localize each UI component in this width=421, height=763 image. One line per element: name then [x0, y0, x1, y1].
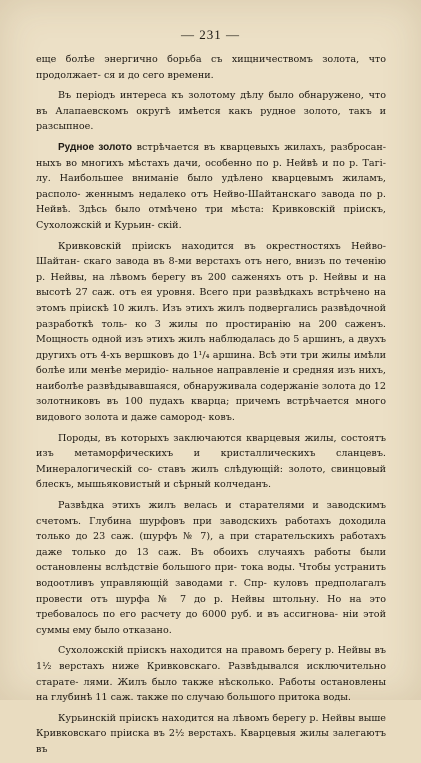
paragraph	[36, 643, 386, 705]
text-line: Глубина шурфовъ при заводскихъ работахъ доходила только до 23 саж.	[36, 515, 386, 543]
text-line: отъ ея уровня. Всего при развѣдкахъ встрѣчено на этомъ пріискѣ	[36, 287, 386, 314]
body-text	[36, 52, 386, 763]
paragraph	[36, 140, 386, 234]
text-line: 1½ верстахъ ниже Кривковскаго. Развѣдывался исключительно старате-	[36, 660, 386, 688]
text-line: Въ періодъ интереса къ золотому дѣлу было обнаружено, что въ	[36, 90, 386, 117]
text-line: сѣрный колчеданъ.	[173, 479, 272, 491]
text-line: ніи этой суммы ему было отказано.	[36, 609, 386, 636]
paragraph	[36, 239, 386, 426]
text-line: на лѣвомъ берегу въ 200 саженяхъ отъ р. Нейвы и на высотѣ 27 саж.	[36, 271, 386, 299]
text-line: жилъ наблюдалась до 5 аршинъ, а двухъ другихъ отъ 4-хъ вершковъ	[36, 334, 386, 361]
text-line: скаго завода въ 8-ми верстахъ отъ него, внизъ по теченію р. Нейвы,	[36, 256, 386, 283]
paragraph	[36, 431, 386, 493]
text-line: ко 3 жилы по простиранію на 200 саженъ. Мощность одной изъ этихъ	[36, 318, 386, 346]
text-line: ныхъ во многихъ мѣстахъ дачи, особенно по р. Нейвѣ и по р. Тагі-	[36, 157, 386, 169]
text-line: лу. Наибольшее вниманіе было удѣлено кварцевымъ жиламъ, располо-	[36, 173, 386, 200]
text-line: ся и до сего времени.	[103, 69, 214, 81]
text-line: еще болѣе энергично борьба съ хищничествомъ золота, что продолжает-	[36, 54, 386, 81]
paragraph-continuation	[36, 52, 386, 83]
text-line: Но на это требовалось по его расчету до 6000 руб. и въ ассигнова-	[36, 593, 386, 621]
paragraph	[36, 498, 386, 638]
text-line: Сухоложскій пріискъ находится на правомъ берегу р. Нейвы въ	[58, 645, 386, 657]
text-line: до 1¹/₄ аршина. Всѣ эти три жилы имѣли болѣе или менѣе меридіо-	[36, 349, 386, 377]
text-line: встрѣчается въ кварцевыхъ жилахъ, разбросан-	[131, 141, 386, 153]
text-line: Породы, въ которыхъ заключаются кварцевыя жилы, состоятъ изъ	[36, 432, 386, 460]
section-lead-term: Рудное золото	[58, 141, 132, 153]
text-line: тока воды. Чтобы устранить водоотливъ управляющій заводами г. Спр-	[36, 562, 386, 589]
text-line: Курьинскій пріискъ находится на лѣвомъ берегу р. Нейвы выше	[58, 712, 386, 724]
text-line: 10 жилъ. Изъ этихъ жилъ подвергались развѣдочной разработкѣ толь-	[36, 302, 386, 330]
text-line: лями. Жилъ было также нѣсколько. Работы остановлены на глубинѣ	[36, 676, 386, 704]
text-line: Кривковскаго пріиска въ 2½ верстахъ. Кварцевыя жилы залегаютъ въ	[36, 728, 386, 755]
text-line: скій.	[157, 219, 182, 231]
text-line: Кривковскій пріискъ находится въ окрестностяхъ Нейво-Шайтан-	[36, 240, 386, 268]
text-line: ставъ жилъ слѣдующій: золото, свинцовый блескъ, мышьяковистый и	[36, 463, 386, 491]
text-line: Въ обоихъ случаяхъ работы были остановлены вслѣдствіе большого при-	[36, 546, 386, 574]
text-line: было отмѣчено три мѣста: Кривковскій пріискъ, Сухоложскій и Курьин-	[36, 204, 386, 231]
text-line: женнымъ недалеко отъ Нейво-Шайтанскаго завода по р. Нейвѣ. Здѣсь	[36, 188, 386, 216]
text-line: нальное направленіе и средняя изъ нихъ, наиболѣе развѣдывавшаяся,	[36, 365, 386, 392]
text-line: 11 саж. также по случаю большого притока воды.	[95, 692, 351, 704]
paragraph	[36, 88, 386, 135]
paragraph	[36, 711, 386, 758]
text-line: Алапаевскомъ округѣ имѣется какъ рудное золото, такъ и разсыпное.	[36, 105, 386, 133]
text-line: метаморфическихъ и кристаллическихъ сланцевъ. Минералогическій со-	[36, 448, 386, 475]
page-number: — 231 —	[181, 27, 240, 42]
text-line: Развѣдка этихъ жилъ велась и старателями и заводскимъ счетомъ.	[36, 500, 386, 527]
text-line: ковъ.	[208, 412, 235, 424]
text-line: куловъ предполагалъ провести отъ шурфа № 7 до р. Нейвы штольну.	[36, 578, 386, 605]
text-line: кварца; причемъ встрѣчается много видового золота и даже самород-	[36, 396, 386, 424]
text-line: обнаруживала содержаніе золота до 12 золотниковъ въ 100 пудахъ	[36, 380, 386, 408]
text-line: (шурфъ № 7), а при старательскихъ работахъ даже только до 13 саж.	[36, 531, 386, 558]
